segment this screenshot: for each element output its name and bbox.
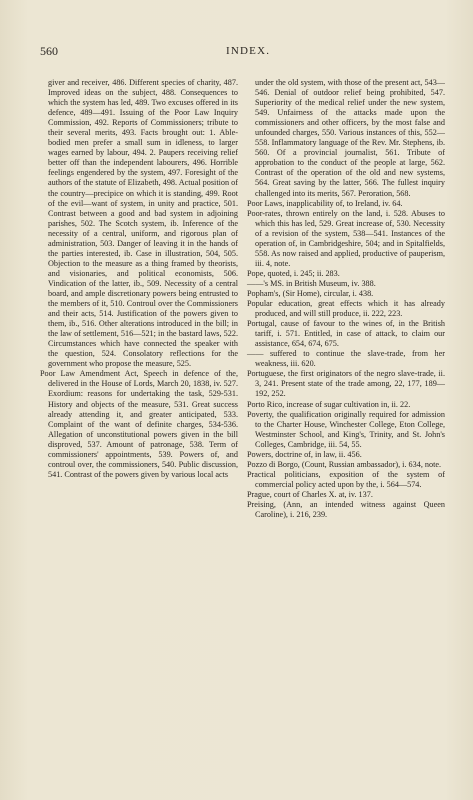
index-entry: Pozzo di Borgo, (Count, Russian ambassador), i. 634, note. — [247, 459, 442, 469]
page-number: 560 — [40, 44, 58, 58]
index-entry: Poor Law Amendment Act, Speech in defence of the, delivered in the House of Lords, March 20, 1838, iv. 527. Exordium: reasons for undertaking the task, 529-531. History and objects of the measure, 531. Great success already attending it, and greater anticipated, 533. Complaint of the want of definite charges, 534-536. Allegation of unconstitutional powers given in the bill disproved, 537. Amount of patronage, 538. Term of commissioners' appointments, 539. Powers of, and controul over, the commissioners, 540. Public discussion, 541. Contrast of the powers given by various local acts — [40, 369, 238, 479]
index-entry: Popham's, (Sir Home), circular, i. 438. — [247, 288, 374, 298]
index-entry-continuation: giver and receiver, 486. Different species of charity, 487. Improved ideas on the subject, 488. Consequences to which the system has led, 489. Two excuses offered in its defence, 489—491. Issuing of the Poor Law Inquiry Commission, 492. Reports of Commissioners; tribute to their several merits, 493. Facts brought out: 1. Able-bodied men prefer a small sum in idleness, to larger wages earned by labour, 494. 2. Paupers receiving relief better off than the independent labourers, 496. Horrible feelings engendered by the system, 497. Foresight of the authors of the statute of Elizabeth, 498. Actual position of the country—precipice on which it is standing, 499. Root of the evil—want of system, in unity and practice, 501. Contrast between a good and bad system in adjoining parishes, 502. The Scotch system, ib. Inference of the necessity of a central, uniform, and rigorous plan of administration, 503. Danger of leaving it in the hands of the parties interested, ib. Case in illustration, 504, 505. Objection to the measure as a thing framed by theorists, and visionaries, and political economists, 506. Vindication of the latter, ib., 509. Necessity of a central board, and ample discretionary powers being entrusted to the members of it, 510. Controul over the Commissioners and their acts, 514. Justification of the powers given to them, ib., 516. Other alterations introduced in the bill; in the law of settlement, 516—521; in the bastard laws, 522. Circumstances which have connected the speaker with the question, 524. Consolatory reflections for the government who propose the measure, 525. — [48, 78, 238, 369]
page-header — [0, 44, 473, 64]
index-entry: Preising, (Ann, an intended witness against Queen Caroline), i. 216, 239. — [247, 499, 445, 520]
index-column-right — [247, 78, 445, 520]
index-entry: —— suffered to continue the slave-trade, from her weakness, iii. 620. — [247, 349, 445, 369]
index-column-left — [40, 78, 238, 480]
index-entry: Porto Rico, increase of sugar cultivation in, ii. 22. — [247, 399, 411, 409]
index-entry: ——'s MS. in British Museum, iv. 388. — [247, 278, 376, 288]
index-entry: Practical politicians, exposition of the system of commercial policy acted upon by the, i. 564—574. — [247, 469, 445, 489]
index-entry: Powers, doctrine of, in law, ii. 456. — [247, 449, 362, 459]
running-head: INDEX. — [226, 45, 271, 57]
index-entry: Pope, quoted, i. 245; ii. 283. — [247, 268, 340, 278]
index-entry: Popular education, great effects which it has already produced, and will still produce, ii. 222, 223. — [247, 299, 445, 319]
index-entry: Poor-rates, thrown entirely on the land, i. 528. Abuses to which this has led, 529. Great increase of, 530. Necessity of a revision of the system, 538—541. Instances of the operation of, in Cambridgeshire, 504; and in Spitalfields, 558. As now raised and applied, productive of pauperism, iii. 4, note. — [247, 208, 445, 268]
index-entry: Portugal, cause of favour to the wines of, in the British tariff, i. 571. Entitled, in case of attack, to claim our assistance, 654, 674, 675. — [247, 319, 445, 349]
index-entry: Poverty, the qualification originally required for admission to the Charter House, Winchester College, Eton College, Westminster School, and King's, Trinity, and St. John's Colleges, Cambridge, iii. 54, 55. — [247, 409, 445, 449]
index-entry: Prague, court of Charles X. at, iv. 137. — [247, 489, 373, 499]
index-entry-continuation: under the old system, with those of the present act, 543—546. Denial of outdoor relief being prohibited, 547. Superiority of the medical relief under the new system, 549. Unfairness of the attacks made upon the commissioners and other officers, by the most false and unfounded charges, 550. Various instances of this, 552—558. Inflammatory language of the Rev. Mr. Stephens, ib. 560. Of a provincial journalist, 561. Tribute of approbation to the conduct of the people at large, 562. Contrast of the operation of the old and new systems, 564. Great saving by the latter, 566. The fullest inquiry challenged into its merits, 567. Peroration, 568. — [255, 78, 445, 198]
index-entry: Poor Laws, inapplicability of, to Ireland, iv. 64. — [247, 198, 403, 208]
index-entry: Portuguese, the first originators of the negro slave-trade, ii. 3, 241. Present state of the trade among, 22, 177, 189—192, 252. — [247, 369, 445, 399]
